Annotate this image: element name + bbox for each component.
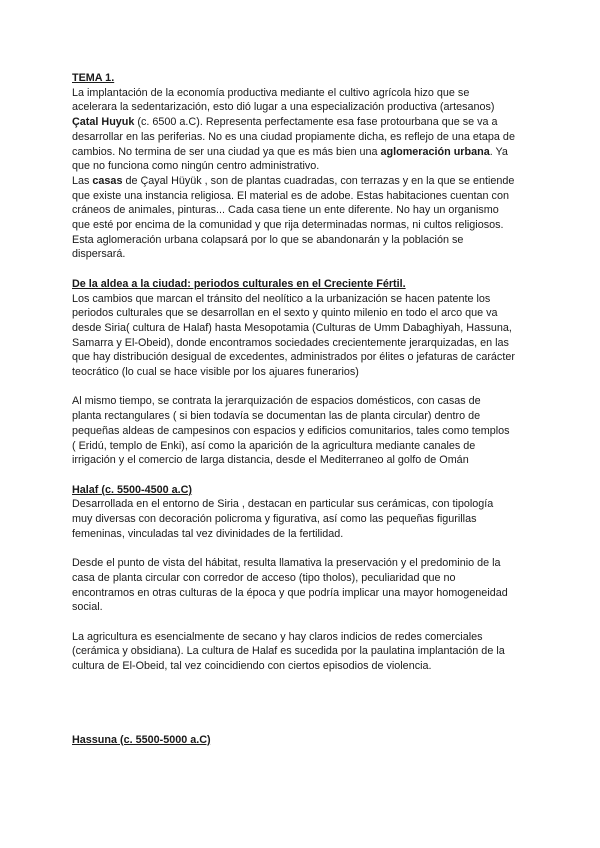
paragraph-line: social. (72, 601, 103, 614)
paragraph-line: encontramos en otras culturas de la época y que podría implicar una mayor homogeneidad (72, 586, 508, 599)
paragraph-line (72, 174, 532, 189)
section-heading-hassuna: Hassuna (c. 5500-5000 a.C) (72, 733, 211, 746)
paragraph-line: que existe una instancia religiosa. El material es de adobe. Estas habitaciones cuentan con (72, 189, 509, 202)
paragraph-line: que esté por encima de la comunidad y que rija determinadas normas, ni cultos religiosos. (72, 219, 504, 232)
paragraph-line: Al mismo tiempo, se contrata la jerarquización de espacios domésticos, con casas de (72, 395, 481, 408)
paragraph-line: irrigación y el comercio de larga distancia, desde el Mediterraneo al golfo de Omán (72, 454, 469, 467)
paragraph-line: cultura de El-Obeid, tal vez coincidiendo con ciertos episodios de violencia. (72, 660, 432, 673)
paragraph-line: casa de planta circular con corredor de acceso (tipo tholos), peculiaridad que no (72, 571, 456, 584)
text-span: cambios. No termina de ser una ciudad ya que es más bien una (72, 145, 381, 158)
paragraph-gap (72, 703, 532, 718)
text-span: de Çayal Hüyük , son de plantas cuadradas, con terrazas y en la que se entiende (122, 174, 515, 187)
paragraph-line: Los cambios que marcan el tránsito del neolítico a la urbanización se hacen patente los (72, 292, 491, 305)
paragraph-line (72, 115, 532, 130)
paragraph-line: Esta aglomeración urbana colapsará por lo que se abandonarán y la población se (72, 233, 464, 246)
paragraph-gap (72, 615, 532, 630)
section-heading-aldea: De la aldea a la ciudad: periodos culturales en el Creciente Fértil. (72, 277, 406, 290)
paragraph-gap (72, 262, 532, 277)
paragraph-line: muy diversas con decoración policroma y figurativa, así como las pequeñas figurillas (72, 513, 477, 526)
paragraph-line: Samarra y El-Obeid), donde encontramos sociedades crecientemente jerarquizadas, en las (72, 336, 509, 349)
paragraph-line: desde Siria( cultura de Halaf) hasta Mesopotamia (Culturas de Umm Dabaghiyah, Hassuna, (72, 321, 512, 334)
paragraph-line: Desde el punto de vista del hábitat, resulta llamativa la preservación y el predominio de la (72, 557, 501, 570)
paragraph-line (72, 145, 532, 160)
bold-term: aglomeración urbana (380, 145, 490, 158)
section-heading-halaf: Halaf (c. 5500-4500 a.C) (72, 483, 193, 496)
paragraph-line: (cerámica y obsidiana). La cultura de Halaf es sucedida por la paulatina implantación de la (72, 645, 505, 658)
paragraph-line: La agricultura es esencialmente de secano y hay claros indicios de redes comerciales (72, 630, 483, 643)
paragraph-line: planta rectangulares ( si bien todavía se documentan las de planta circular) dentro de (72, 410, 481, 423)
paragraph-gap (72, 541, 532, 556)
paragraph-line: acelerara la sedentarización, esto dió lugar a una especialización productiva (artesanos) (72, 101, 495, 114)
text-span: . Ya (489, 145, 508, 158)
paragraph-line: que hay distribución desigual de excedentes, administrados por élites o jefaturas de carácter (72, 351, 515, 364)
section-heading-tema: TEMA 1. (72, 72, 115, 84)
paragraph-line: pequeñas aldeas de campesinos con espacios y edificios comunitarios, tales como templos (72, 424, 510, 437)
paragraph-gap (72, 718, 532, 733)
paragraph-line: La implantación de la economía productiva mediante el cultivo agrícola hizo que se (72, 86, 470, 99)
paragraph-line: femeninas, vinculadas tal vez divinidades de la fertilidad. (72, 527, 344, 540)
paragraph-line: que no funciona como ningún centro administrativo. (72, 160, 320, 173)
paragraph-line: dispersará. (72, 248, 126, 261)
paragraph-gap (72, 688, 532, 703)
paragraph-line: periodos culturales que se desarrollan en el sexto y quinto milenio en todo el arco que va (72, 307, 498, 320)
paragraph-line: Desarrollada en el entorno de Siria , destacan en particular sus cerámicas, con tipología (72, 498, 494, 511)
paragraph-line: teocrático (lo cual se hace visible por los ajuares funerarios) (72, 366, 359, 379)
text-span: Las (72, 174, 93, 187)
paragraph-line: ( Eridú, templo de Enki), así como la aparición de la agricultura mediante canales de (72, 439, 476, 452)
paragraph-gap (72, 674, 532, 689)
paragraph-line: desarrollar en las periferias. No es una ciudad propiamente dicha, es reflejo de una etapa de (72, 130, 515, 143)
paragraph-gap (72, 380, 532, 395)
paragraph-line: cráneos de animales, pinturas... Cada casa tiene un ente diferente. No hay un organismo (72, 204, 499, 217)
bold-term: Çatal Huyuk (72, 116, 135, 129)
paragraph-gap (72, 468, 532, 483)
document-body (72, 71, 532, 747)
text-span: (c. 6500 a.C). Representa perfectamente esa fase protourbana que se va a (134, 116, 498, 129)
bold-term: casas (92, 174, 123, 187)
